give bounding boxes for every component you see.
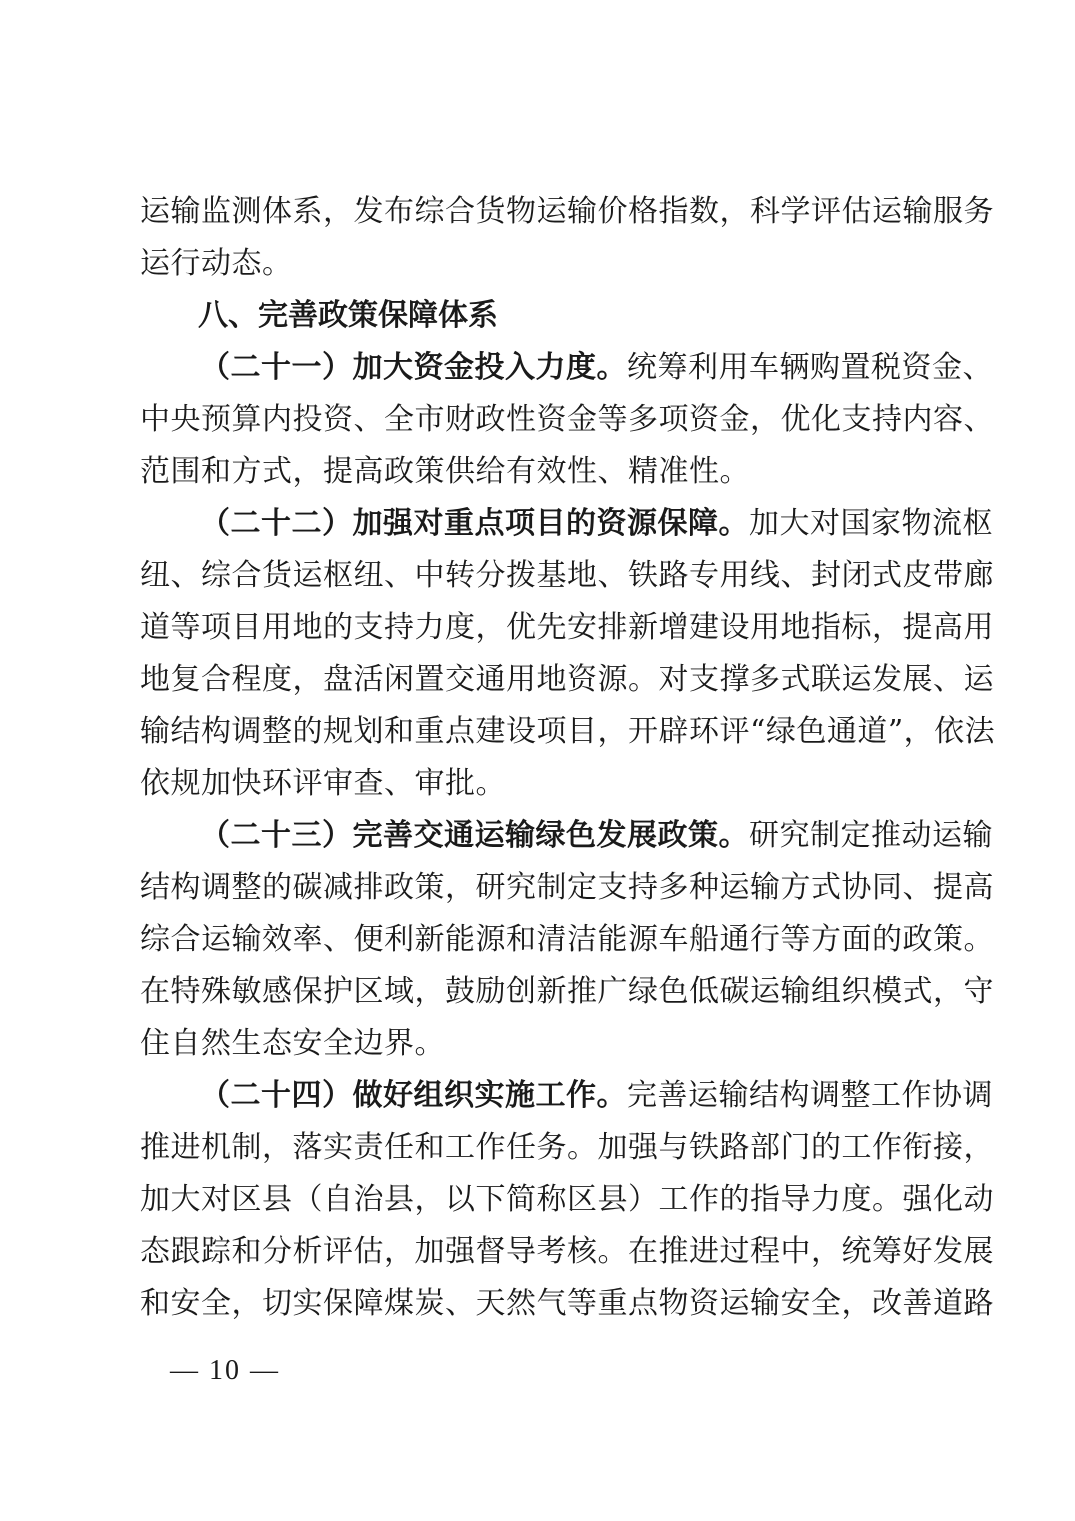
paragraph-line: 输结构调整的规划和重点建设项目，开辟环评“绿色通道”，依法	[140, 714, 996, 749]
paragraph-line: 道等项目用地的支持力度，优先安排新增建设用地指标，提高用	[140, 610, 994, 645]
paragraph-first-line	[140, 498, 993, 550]
paragraph-first-line-rest: 统筹利用车辆购置税资金、	[627, 350, 993, 385]
paragraph-first-line-rest: 研究制定推动运输	[749, 818, 993, 853]
paragraph-line: 范围和方式，提高政策供给有效性、精准性。	[140, 454, 750, 489]
paragraph-item-23	[140, 810, 994, 1070]
intro-line-2: 运行动态。	[140, 246, 293, 281]
paragraph-line: 结构调整的碳减排政策，研究制定支持多种运输方式协同、提高	[140, 870, 994, 905]
paragraph-line: 推进机制，落实责任和工作任务。加强与铁路部门的工作衔接，	[140, 1130, 994, 1165]
paragraph-line: 在特殊敏感保护区域，鼓励创新推广绿色低碳运输组织模式，守	[140, 974, 994, 1009]
paragraph-line: 住自然生态安全边界。	[140, 1026, 445, 1061]
page-number: — 10 —	[170, 1355, 280, 1386]
paragraph-line: 地复合程度，盘活闲置交通用地资源。对支撑多式联运发展、运	[140, 662, 994, 697]
paragraph-first-line	[140, 342, 993, 394]
intro-line-1: 运输监测体系，发布综合货物运输价格指数，科学评估运输服务	[140, 194, 994, 229]
paragraph-line: 和安全，切实保障煤炭、天然气等重点物资运输安全，改善道路	[140, 1286, 994, 1321]
paragraph-line: 加大对区县（自治县，以下简称区县）工作的指导力度。强化动	[140, 1182, 994, 1217]
paragraph-line: 依规加快环评审查、审批。	[140, 766, 506, 801]
paragraph-item-24	[140, 1070, 994, 1330]
paragraph-line: 综合运输效率、便利新能源和清洁能源车船通行等方面的政策。	[140, 922, 994, 957]
paragraph-line: 纽、综合货运枢纽、中转分拨基地、铁路专用线、封闭式皮带廊	[140, 558, 994, 593]
paragraph-first-line-rest: 加大对国家物流枢	[749, 506, 993, 541]
paragraph-lead: （二十一）加大资金投入力度。	[200, 350, 627, 385]
paragraph-line: 态跟踪和分析评估，加强督导考核。在推进过程中，统筹好发展	[140, 1234, 994, 1269]
paragraph-line: 中央预算内投资、全市财政性资金等多项资金，优化支持内容、	[140, 402, 994, 437]
paragraph-first-line-rest: 完善运输结构调整工作协调	[627, 1078, 993, 1113]
paragraph-item-22	[140, 498, 996, 810]
paragraph-lead: （二十四）做好组织实施工作。	[200, 1078, 627, 1113]
paragraph-first-line	[140, 810, 993, 862]
paragraph-lead: （二十二）加强对重点项目的资源保障。	[200, 506, 749, 541]
document-body	[140, 186, 996, 1330]
paragraph-item-21	[140, 342, 994, 498]
section-heading: 八、完善政策保障体系	[198, 298, 498, 333]
paragraph-first-line	[140, 1070, 993, 1122]
paragraph-lead: （二十三）完善交通运输绿色发展政策。	[200, 818, 749, 853]
